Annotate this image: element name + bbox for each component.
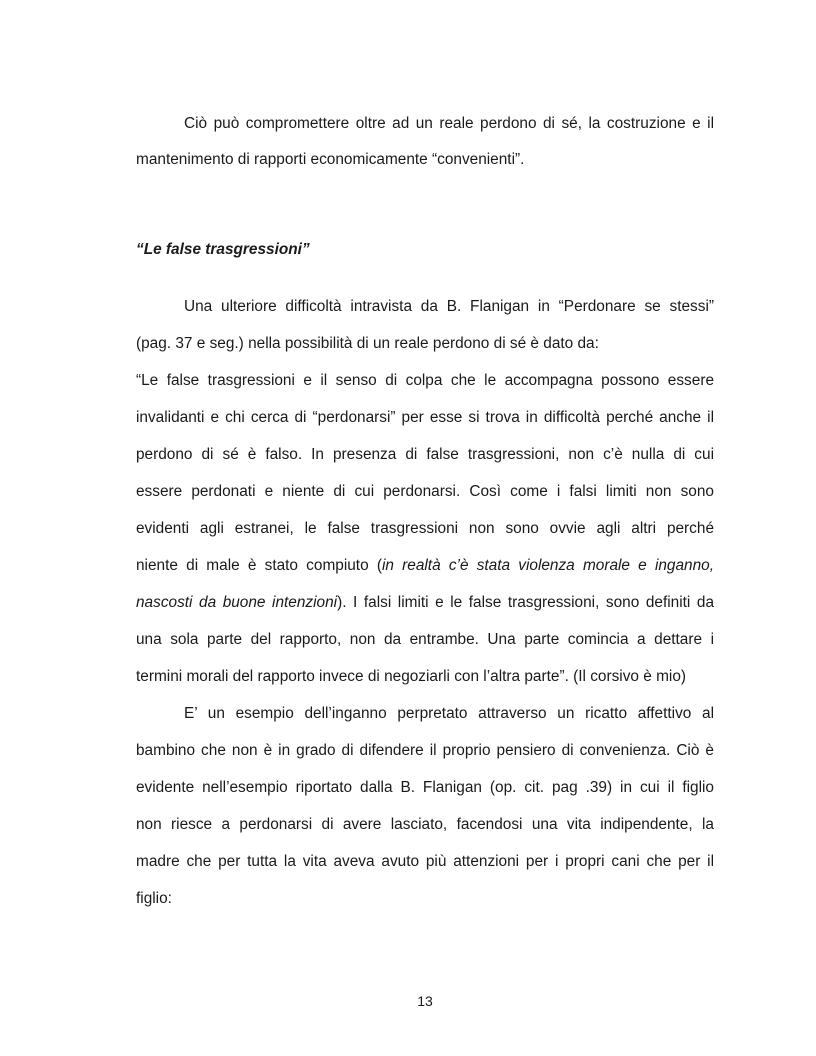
para1-line-2: mantenimento di rapporti economicamente “convenienti”. [136,151,525,168]
section-heading: “Le false trasgressioni” [136,241,310,258]
para2-line-11: termini morali del rapporto invece di negoziarli con l’altra parte”. (Il corsivo è mio) [136,668,687,685]
para2-line-10: una sola parte del rapporto, non da entrambe. Una parte comincia a dettare i [136,631,714,648]
para2-line-3: “Le false trasgressioni e il senso di colpa che le accompagna possono essere [136,372,714,389]
para2-line-8 [136,556,714,576]
para2-line-9 [136,593,714,613]
para3-line-5: madre che per tutta la vita aveva avuto più attenzioni per i propri cani che per il [136,853,714,870]
para3-line-6: figlio: [136,890,172,907]
para2-line-5: perdono di sé è falso. In presenza di false trasgressioni, non c’è nulla di cui [136,446,714,463]
para2-line-2: (pag. 37 e seg.) nella possibilità di un reale perdono di sé è dato da: [136,335,599,352]
para3-line-2: bambino che non è in grado di difendere il proprio pensiero di convenienza. Ciò è [136,742,714,759]
para2-line-4: invalidanti e chi cerca di “perdonarsi” per esse si trova in difficoltà perché anche il [136,409,714,426]
para3-line-3: evidente nell’esempio riportato dalla B. Flanigan (op. cit. pag .39) in cui il figlio [136,779,714,796]
para2-line-8-italic: in realtà c’è stata violenza morale e inganno, [381,557,714,574]
page-number: 13 [417,993,433,1009]
para2-line-1: Una ulteriore difficoltà intravista da B. Flanigan in “Perdonare se stessi” [184,298,714,315]
para2-line-6: essere perdonati e niente di cui perdonarsi. Così come i falsi limiti non sono [136,483,714,500]
para2-line-8-text: niente di male è stato compiuto ( [136,557,382,574]
para1-line-1: Ciò può compromettere oltre ad un reale perdono di sé, la costruzione e il [184,115,714,132]
para2-line-9-italic: nascosti da buone intenzioni [136,594,338,611]
para2-line-7: evidenti agli estranei, le false trasgressioni non sono ovvie agli altri perché [136,520,714,537]
para2-line-9-text: ). I falsi limiti e le false trasgressioni, sono definiti da [337,594,715,611]
para3-line-1: E’ un esempio dell’inganno perpretato attraverso un ricatto affettivo al [184,705,714,722]
para3-line-4: non riesce a perdonarsi di avere lasciato, facendosi una vita indipendente, la [136,816,714,833]
